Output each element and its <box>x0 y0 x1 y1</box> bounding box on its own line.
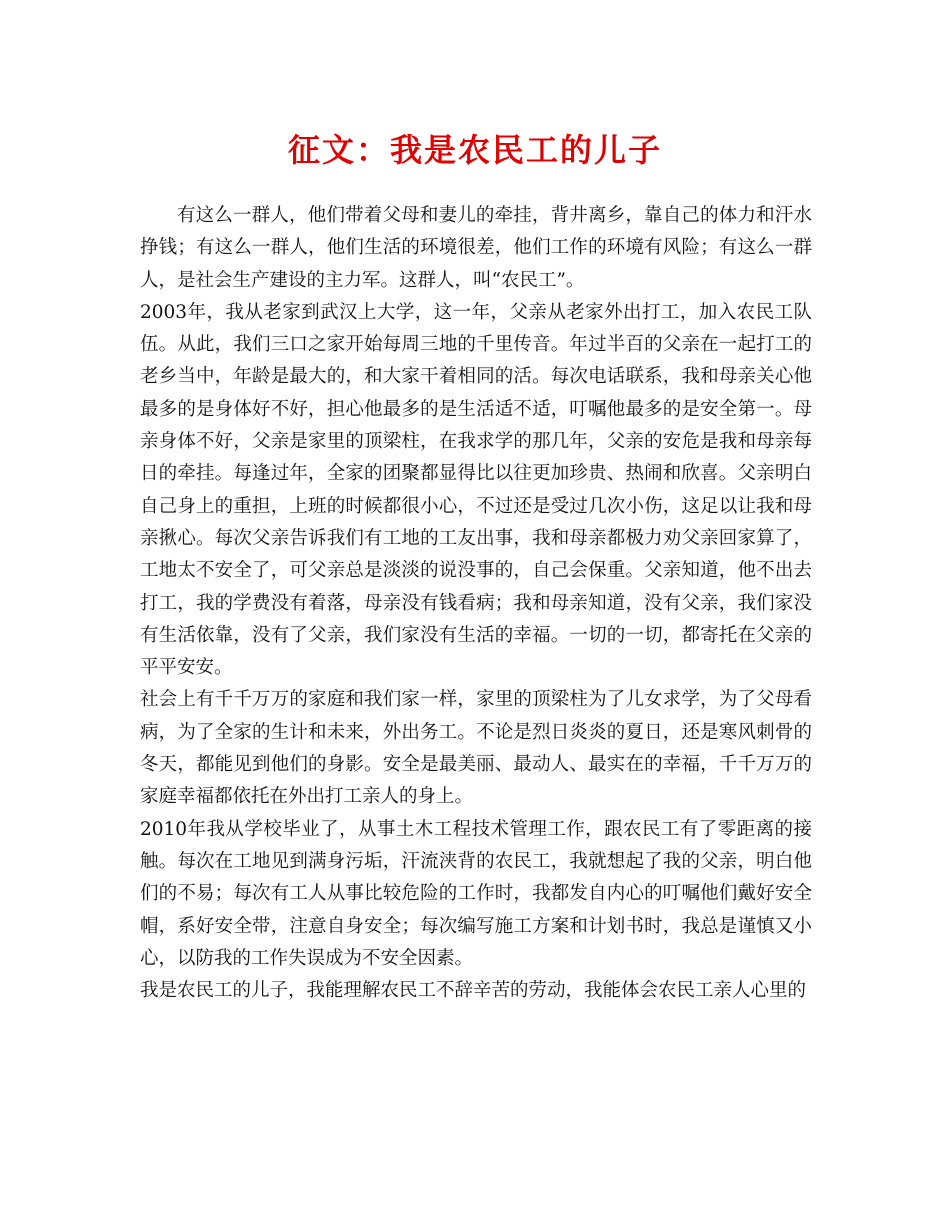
paragraph-3: 社会上有千千万万的家庭和我们家一样，家里的顶梁柱为了儿女求学，为了父母看病，为了全家的生计和未来，外出务工。不论是烈日炎炎的夏日，还是寒风刺骨的冬天，都能见到他们的身影。安全是最美丽、最动人、最实在的幸福，千千万万的家庭幸福都依托在外出打工亲人的身上。 <box>140 689 812 808</box>
document-title: 征文：我是农民工的儿子 <box>287 131 662 169</box>
paragraph-1: 有这么一群人，他们带着父母和妻儿的牵挂，背井离乡，靠自己的体力和汗水挣钱；有这么一群人，他们生活的环境很差，他们工作的环境有风险；有这么一群人，是社会生产建设的主力军。这群人，叫“农民工”。 <box>140 205 812 291</box>
document-body <box>140 200 812 1007</box>
paragraph-5: 我是农民工的儿子，我能理解农民工不辞辛苦的劳动，我能体会农民工亲人心里的 <box>140 980 807 1002</box>
paragraph-4: 2010年我从学校毕业了，从事土木工程技术管理工作，跟农民工有了零距离的接触。每次在工地见到满身污垢，汗流浃背的农民工，我就想起了我的父亲，明白他们的不易；每次有工人从事比较危险的工作时，我都发自内心的叮嘱他们戴好安全帽，系好安全带，注意自身安全；每次编写施工方案和计划书时，我总是谨慎又小心，以防我的工作失误成为不安全因素。 <box>140 818 812 969</box>
paragraph-2: 2003年，我从老家到武汉上大学，这一年，父亲从老家外出打工，加入农民工队伍。从此，我们三口之家开始每周三地的千里传音。年过半百的父亲在一起打工的老乡当中，年龄是最大的，和大家干着相同的活。每次电话联系，我和母亲关心他最多的是身体好不好，担心他最多的是生活适不适，叮嘱他最多的是安全第一。母亲身体不好，父亲是家里的顶梁柱，在我求学的那几年，父亲的安危是我和母亲每日的牵挂。每逢过年，全家的团聚都显得比以往更加珍贵、热闹和欣喜。父亲明白自己身上的重担，上班的时候都很小心，不过还是受过几次小伤，这足以让我和母亲揪心。每次父亲告诉我们有工地的工友出事，我和母亲都极力劝父亲回家算了，工地太不安全了，可父亲总是淡淡的说没事的，自己会保重。父亲知道，他不出去打工，我的学费没有着落，母亲没有钱看病；我和母亲知道，没有父亲，我们家没有生活依靠，没有了父亲，我们家没有生活的幸福。一切的一切，都寄托在父亲的平平安安。 <box>140 301 812 679</box>
